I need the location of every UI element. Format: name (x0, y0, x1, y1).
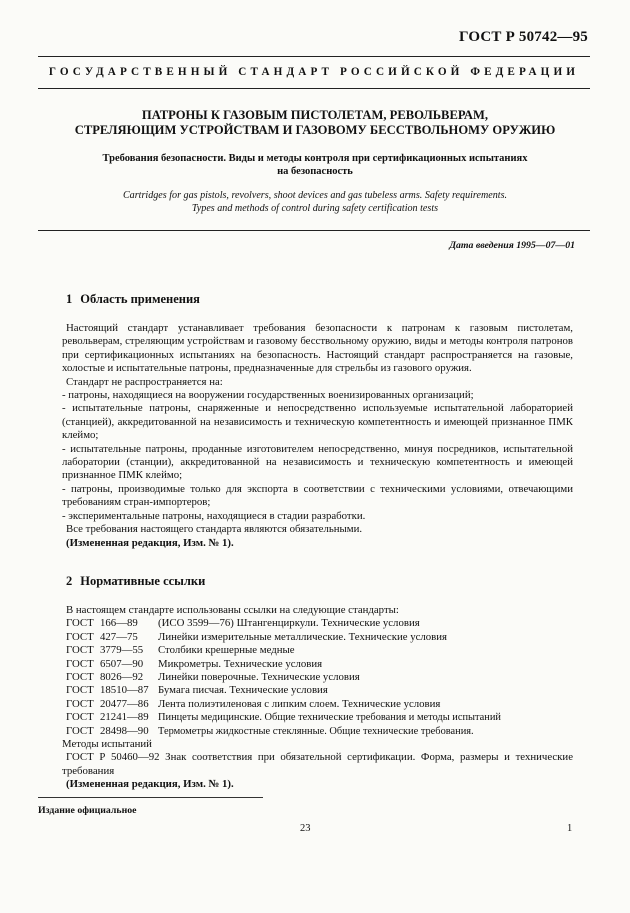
date-rule (38, 230, 590, 231)
section-1-heading (66, 292, 208, 307)
list-item: - патроны, производимые только для экспорта в соответствии с техническими условиями, отвечающими требованиям стран-импортеров; (62, 482, 573, 509)
section-2-amendment-note: (Измененная редакция, Изм. № 1). (66, 778, 234, 791)
official-edition-label: Издание официальное (38, 805, 137, 816)
section-2-title: Нормативные ссылки (80, 574, 206, 588)
reference-row: ГОСТ 427—75 Линейки измерительные металлические. Технические условия (66, 630, 448, 643)
references-intro: В настоящем стандарте использованы ссылки на следующие стандарты: (66, 604, 399, 616)
document-title (48, 108, 582, 138)
reference-row: ГОСТ 166—89 (ИСО 3599—76) Штангенциркули. Технические условия (66, 617, 420, 630)
reference-row: ГОСТ 21241—89 Пинцеты медицинские. Общие технические требования и методы испытаний (66, 711, 501, 724)
english-line-1: Cartridges for gas pistols, revolvers, shoot devices and gas tubeless arms. Safety requirements. (122, 190, 508, 201)
reference-row-last: ГОСТ Р 50460—92 Знак соответствия при обязательной сертификации. Форма, размеры и технические требования (62, 751, 573, 777)
section-1-body (62, 322, 573, 550)
english-title (55, 189, 575, 215)
references-list (62, 604, 573, 792)
section-1-number: 1 (66, 292, 73, 306)
reference-continuation: Методы испытаний (62, 738, 152, 751)
list-item: - испытательные патроны, снаряженные и непосредственно используемые испытательной лабораторией (станцией), аккредитованной на независимость и техническую компетентность и имеющей признанное ПМК клеймо; (62, 402, 573, 442)
reference-row: ГОСТ 6507—90 Микрометры. Технические условия (66, 657, 323, 670)
header-rule-top (38, 56, 590, 57)
section-1-amendment-note: (Измененная редакция, Изм. № 1). (66, 536, 234, 549)
english-line-2: Types and methods of control during safety certification tests (191, 203, 439, 214)
section-1-paragraph-2: Стандарт не распространяется на: (66, 375, 223, 388)
list-item: - испытательные патроны, проданные изготовителем непосредственно, минуя посредников, испытательной лаборатории (станции), аккредитованной на независимость и техническую компетентность и имеющей признанное ПМК клеймо; (62, 442, 573, 482)
list-item: - патроны, находящиеся на вооружении государственных военизированных организаций; (62, 389, 474, 402)
section-2-heading (66, 574, 213, 589)
document-subtitle (55, 152, 575, 178)
footer-rule (38, 797, 263, 798)
subtitle-line-1: Требования безопасности. Виды и методы контроля при сертификационных испытаниях (102, 153, 528, 164)
reference-row: ГОСТ 20477—86 Лента полиэтиленовая с липким слоем. Технические условия (66, 697, 441, 710)
reference-row: ГОСТ 18510—87 Бумага писчая. Технические условия (66, 684, 328, 697)
section-1-paragraph-1: Настоящий стандарт устанавливает требования безопасности к патронам к газовым пистолетам, револьверам, стреляющим устройствам и газовому бесствольному оружию, виды и методы контроля патронов при сертификационных испытаниях на безопасность. Настоящий стандарт распространяется на газовые, холостые и испытательные патроны, предназначенные для стрельбы из газового оружия. (62, 322, 573, 375)
introduction-date: Дата введения 1995—07—01 (449, 240, 575, 251)
page-number: 23 (300, 823, 311, 834)
subtitle-line-2: на безопасность (277, 166, 353, 177)
section-1-title: Область применения (80, 292, 200, 306)
standard-code: ГОСТ Р 50742—95 (458, 29, 588, 45)
reference-row: ГОСТ 3779—55 Столбики крешерные медные (66, 644, 295, 657)
list-item: - экспериментальные патроны, находящиеся в стадии разработки. (62, 509, 366, 522)
sheet-number: 1 (567, 823, 573, 834)
section-2-number: 2 (66, 574, 73, 588)
section-1-paragraph-3: Все требования настоящего стандарта являются обязательными. (66, 523, 363, 536)
reference-row: ГОСТ 28498—90 Термометры жидкостные стеклянные. Общие технические требования. (66, 724, 474, 737)
header-rule-bottom (38, 88, 590, 89)
title-line-2: СТРЕЛЯЮЩИМ УСТРОЙСТВАМ И ГАЗОВОМУ БЕССТВОЛЬНОМУ ОРУЖИЮ (74, 123, 556, 137)
standard-name: ГОСУДАРСТВЕННЫЙ СТАНДАРТ РОССИЙСКОЙ ФЕДЕРАЦИИ (48, 66, 580, 78)
reference-row: ГОСТ 8026—92 Линейки поверочные. Технические условия (66, 671, 360, 684)
title-line-1: ПАТРОНЫ К ГАЗОВЫМ ПИСТОЛЕТАМ, РЕВОЛЬВЕРАМ, (141, 108, 489, 122)
